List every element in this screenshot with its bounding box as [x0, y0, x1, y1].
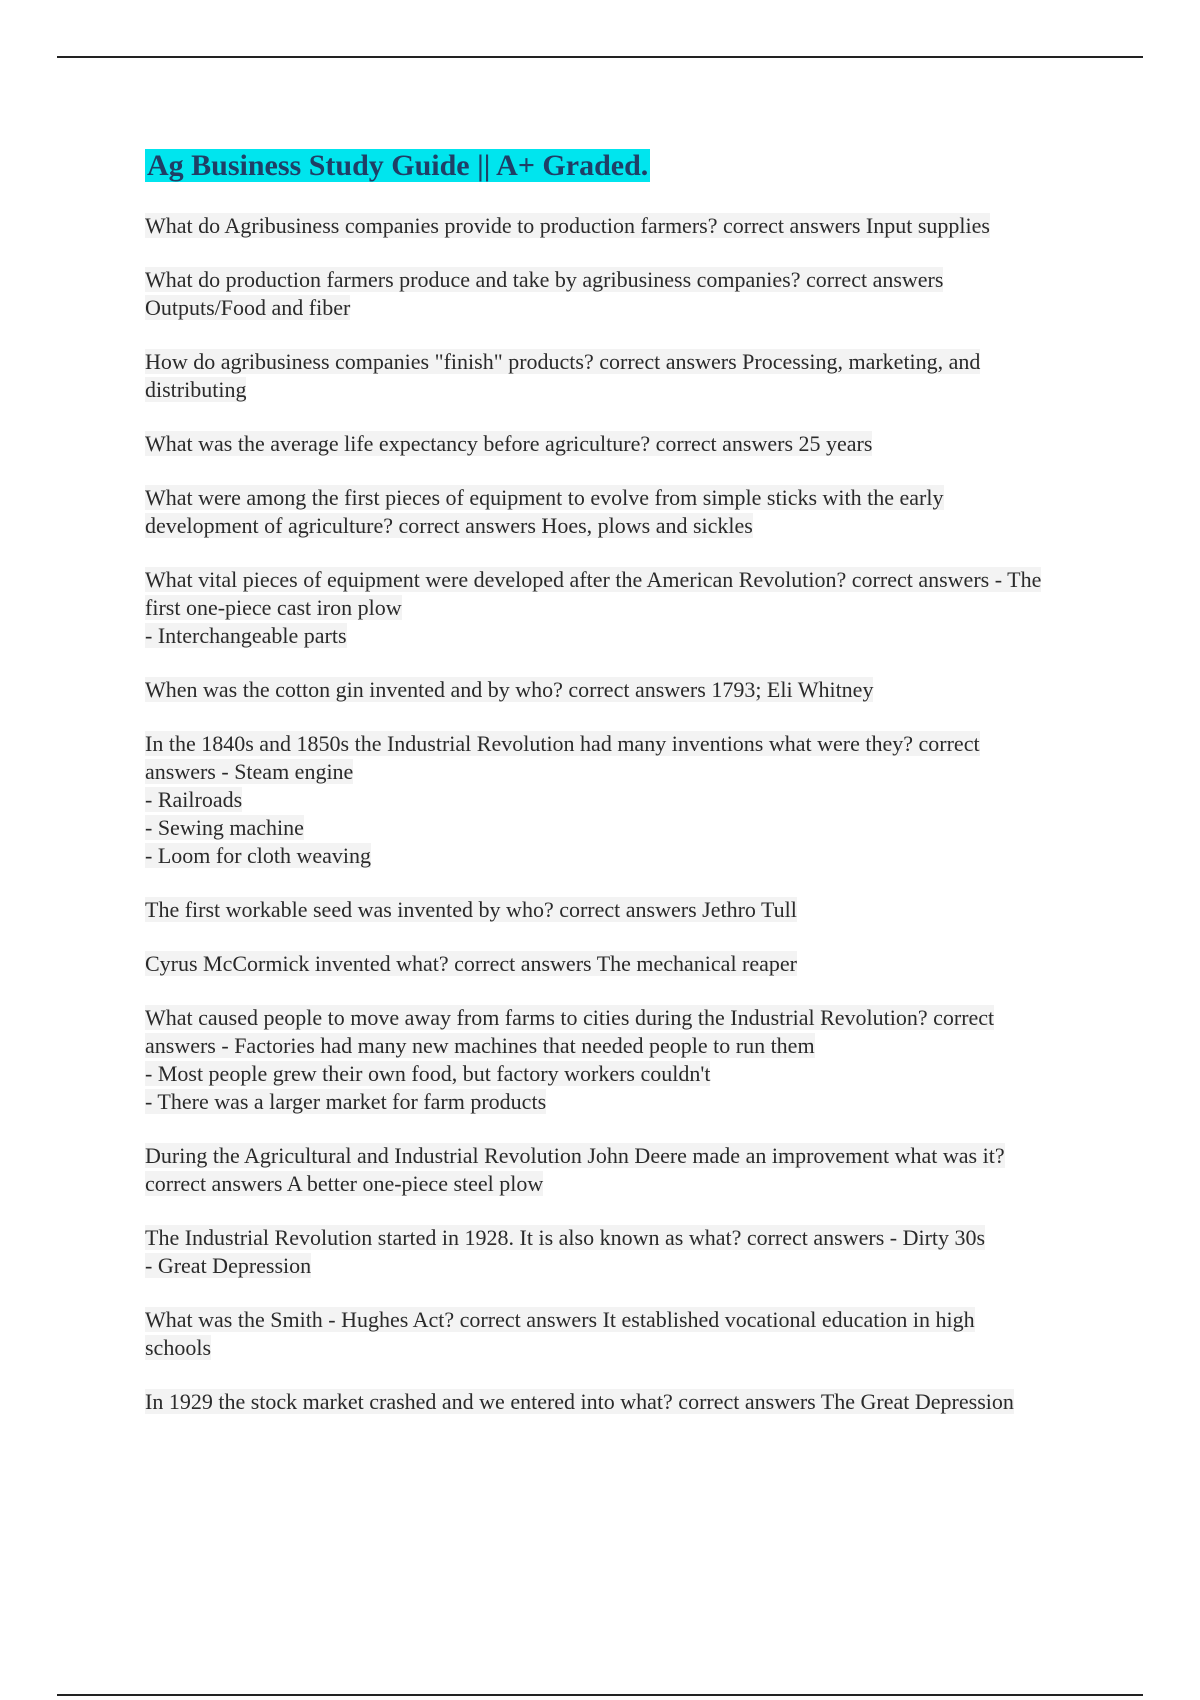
list-line: - There was a larger market for farm products [145, 1089, 547, 1114]
qa-item: What do production farmers produce and take by agribusiness companies? correct answers Outputs/Food and fiber [145, 267, 944, 320]
qa-item: What vital pieces of equipment were developed after the American Revolution? correct answers - The first one-piece cast iron plow - Interchangeable parts [145, 566, 1045, 650]
qa-item: What were among the first pieces of equipment to evolve from simple sticks with the early development of agriculture? correct answers Hoes, plows and sickles [145, 485, 944, 538]
qa-item: Cyrus McCormick invented what? correct answers The mechanical reaper [145, 951, 797, 976]
list-line: - Railroads [145, 787, 243, 812]
qa-item: What was the Smith - Hughes Act? correct answers It established vocational education in high schools [145, 1307, 975, 1360]
qa-item: The Industrial Revolution started in 1928. It is also known as what? correct answers - Dirty 30s - Great Depression [145, 1224, 1045, 1280]
list-line: - Sewing machine [145, 815, 304, 840]
list-line: - Most people grew their own food, but factory workers couldn't [145, 1061, 711, 1086]
bottom-rule [57, 1694, 1143, 1696]
qa-item: When was the cotton gin invented and by who? correct answers 1793; Eli Whitney [145, 677, 874, 702]
list-line: - Interchangeable parts [145, 623, 347, 648]
top-rule [57, 56, 1143, 58]
qa-item: What caused people to move away from farms to cities during the Industrial Revolution? correct answers - Factories had many new machines that needed people to run them - Most people grew their own food, but factory workers couldn't - There was a larger market for farm products [145, 1004, 1045, 1116]
qa-item: How do agribusiness companies "finish" products? correct answers Processing, marketing, and distributing [145, 349, 981, 402]
list-line: - Loom for cloth weaving [145, 843, 372, 868]
document-title [145, 146, 1045, 186]
qa-item: In the 1840s and 1850s the Industrial Revolution had many inventions what were they? correct answers - Steam engine - Railroads - Sewing machine - Loom for cloth weaving [145, 730, 1045, 870]
qa-item: What was the average life expectancy before agriculture? correct answers 25 years [145, 431, 873, 456]
document-body [145, 146, 1045, 1442]
qa-item: What do Agribusiness companies provide to production farmers? correct answers Input supplies [145, 213, 990, 238]
qa-item: In 1929 the stock market crashed and we entered into what? correct answers The Great Depression [145, 1389, 1014, 1414]
list-line: - Great Depression [145, 1253, 312, 1278]
title-highlight: Ag Business Study Guide || A+ Graded. [147, 149, 649, 182]
qa-item: During the Agricultural and Industrial Revolution John Deere made an improvement what was it? correct answers A better one-piece steel plow [145, 1143, 1005, 1196]
qa-item: The first workable seed was invented by who? correct answers Jethro Tull [145, 897, 797, 922]
